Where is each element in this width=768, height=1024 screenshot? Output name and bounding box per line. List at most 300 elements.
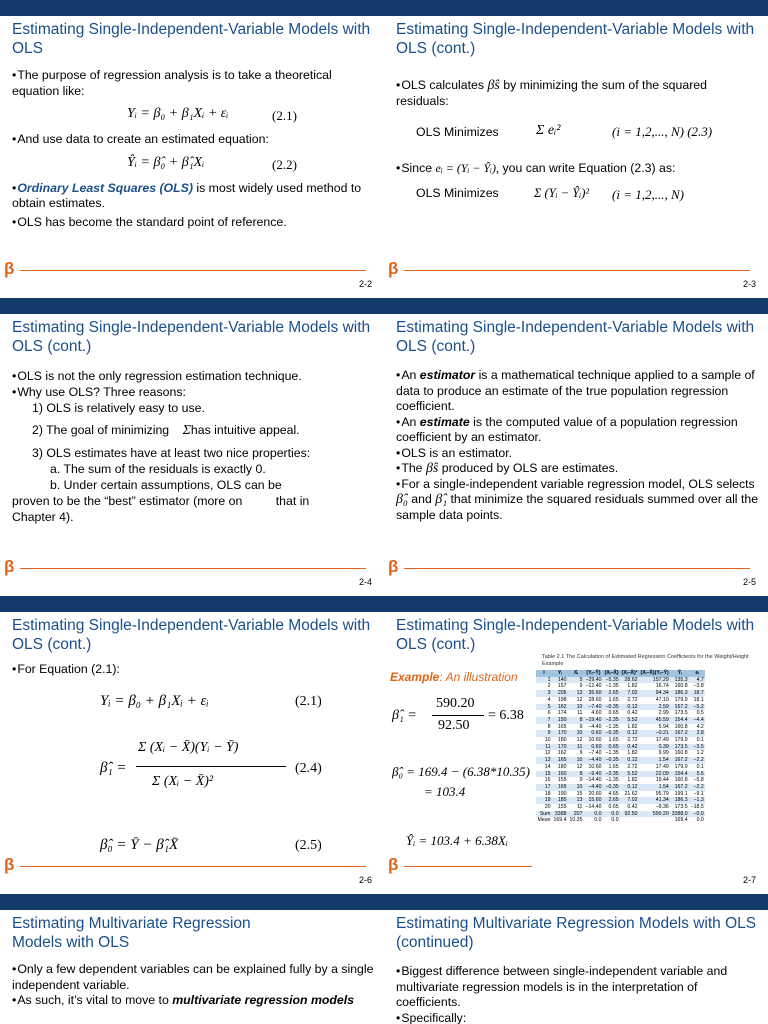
slide-multivariate-continued — [384, 894, 768, 1024]
table-cell: −2.2 — [689, 784, 705, 791]
table-cell: 0.39 — [639, 744, 670, 751]
equation-number: (2.5) — [295, 838, 322, 853]
table-cell: 1.65 — [608, 737, 619, 744]
table-cell: 16.74 — [655, 683, 669, 690]
table-cell: 2.65 — [603, 690, 620, 697]
table-row — [536, 817, 705, 824]
regression-table — [536, 670, 705, 824]
table-cell: 10.35 — [569, 817, 583, 824]
table-cell: 0.0 — [584, 811, 603, 818]
table-cell: 5.52 — [620, 717, 639, 724]
table-cell: −14.40 — [585, 777, 602, 784]
table-cell: 186.3 — [670, 690, 689, 697]
table-cell: −1.35 — [605, 750, 619, 757]
table-cell: 15 — [536, 771, 552, 778]
table-cell: −4.4 — [689, 717, 705, 724]
table-cell: 179.9 — [674, 696, 688, 703]
equation-2-3: OLS Minimizes Σ eᵢ² (i = 1,2,..., N) (2.3) — [416, 123, 713, 139]
top-bar — [384, 894, 768, 910]
table-cell: 28.62 — [620, 677, 639, 684]
table-cell: 15 — [576, 790, 583, 797]
table-row — [536, 697, 705, 704]
table-cell: 173.5 — [674, 710, 688, 717]
table-cell: −3.5 — [689, 744, 705, 751]
table-cell: 205 — [552, 690, 568, 697]
slide-body: • OLS is not the only regression estimation technique. • Why use OLS? Three reasons: 1) OLS is relatively easy to use. 2) The goal of minimizing Σhas intuitive appeal. 3) OLS estimates have at least two nice properties: a. The sum of the residuals is exactly 0. b. Under certain assumptions, OLS can be proven to be the “best” estimator (more on that in Chapter 4). — [12, 368, 376, 525]
top-bar — [384, 596, 768, 612]
table-cell: 10 — [568, 704, 584, 711]
slide-2-4 — [0, 298, 384, 596]
table-cell: 10 — [568, 757, 584, 764]
top-bar — [384, 298, 768, 314]
table-cell: 95.79 — [655, 790, 669, 797]
table-cell: −1.35 — [605, 683, 619, 690]
table-cell: 17 — [536, 784, 552, 791]
table-cell: 169.4 — [553, 817, 567, 824]
table-cell: 0.12 — [620, 704, 639, 711]
table-cell: 5.94 — [658, 723, 669, 730]
table-cell: −0.35 — [603, 757, 620, 764]
bullet-text: • And use data to create an estimated equation: — [12, 132, 376, 148]
table-cell: 8 — [568, 717, 584, 724]
table-row — [536, 724, 705, 731]
beta-logo: β — [4, 557, 15, 576]
table-cell: 0.65 — [603, 744, 620, 751]
table-cell: 154.4 — [670, 771, 689, 778]
table-row — [536, 690, 705, 697]
table-cell: −2.35 — [603, 771, 620, 778]
table-cell: 162 — [557, 750, 567, 757]
table-cell: 35.60 — [584, 690, 603, 697]
table-cell: 3388.0 — [671, 810, 688, 817]
slide-2-2 — [0, 0, 384, 298]
table-row — [536, 771, 705, 778]
equation-2-5: β̂₀ = Ȳ − β̂₁X̄ — [100, 837, 179, 853]
data-table-container — [536, 670, 766, 824]
beta-logo: β — [388, 259, 399, 278]
table-cell: 199.1 — [674, 790, 688, 797]
table-cell: 0.12 — [620, 757, 639, 764]
table-cell: 2.72 — [627, 696, 638, 703]
table-cell: 14 — [544, 763, 551, 770]
table-row — [536, 777, 705, 784]
table-header-cell: (Xᵢ−X̄)(Yᵢ−Ȳ) — [640, 670, 669, 676]
table-cell: 0.0 — [696, 817, 704, 824]
table-cell: 160.8 — [674, 750, 688, 757]
table-cell: 8 — [568, 771, 584, 778]
table-cell: 10 — [568, 784, 584, 791]
table-cell: 17.49 — [655, 737, 669, 744]
table-row — [536, 683, 705, 690]
table-cell: 1.54 — [639, 757, 670, 764]
table-cell: 7.02 — [620, 797, 639, 804]
table-cell: 17.49 — [655, 763, 669, 770]
equation-2-1: Yᵢ = β₀ + β₁Xᵢ + εᵢ — [100, 693, 209, 709]
table-cell: 0.12 — [620, 784, 639, 791]
table-cell: −7.40 — [588, 750, 602, 757]
table-cell: 170 — [552, 730, 568, 737]
table-cell: 3388 — [552, 811, 568, 818]
table-cell: 41.34 — [639, 797, 670, 804]
table-cell: 9 — [579, 750, 583, 757]
table-cell: 18.1 — [693, 696, 704, 703]
table-cell: 0.42 — [627, 804, 638, 811]
table-cell: 198 — [557, 696, 567, 703]
table-cell: 160.8 — [674, 723, 688, 730]
equation-2-1: Yᵢ = β₀ + β₁Xᵢ + εᵢ (2.1) — [127, 106, 297, 123]
table-row — [536, 791, 705, 798]
table-cell: 7.02 — [620, 690, 639, 697]
table-cell: 1.54 — [639, 784, 670, 791]
table-cell: −0.0 — [689, 811, 705, 818]
table-cell: 154.4 — [670, 717, 689, 724]
table-cell: 11 — [577, 804, 583, 811]
table-cell: 0.65 — [608, 710, 619, 717]
table-header-cell: eᵢ — [689, 670, 705, 677]
table-row — [536, 737, 705, 744]
table-cell: 0.65 — [608, 804, 619, 811]
table-row — [536, 710, 705, 717]
table-cell: 45.59 — [639, 717, 670, 724]
slide-title: Estimating Single-Independent-Variable Models with OLS (cont.) — [396, 21, 755, 57]
table-cell: −4.40 — [584, 757, 603, 764]
table-cell: −14.40 — [585, 804, 602, 811]
slide-multivariate — [0, 894, 384, 1024]
equation-number: (2.1) — [295, 694, 322, 709]
table-cell: 155 — [557, 804, 567, 811]
table-cell: 165 — [557, 723, 567, 730]
table-cell: 169.4 — [674, 817, 688, 824]
table-cell: 1.82 — [627, 683, 638, 690]
table-cell: 9.99 — [658, 750, 669, 757]
table-cell: 0.42 — [620, 744, 639, 751]
table-cell: 47.19 — [655, 696, 669, 703]
table-cell: 10.60 — [588, 737, 602, 744]
table-header-row — [536, 670, 705, 677]
top-bar — [0, 596, 384, 612]
table-cell: −2.35 — [603, 717, 620, 724]
table-row — [536, 784, 705, 791]
table-header-cell: (Yᵢ−Ȳ) — [584, 670, 603, 677]
table-cell: 5.52 — [620, 771, 639, 778]
table-header-cell: (Xᵢ−X̄) — [604, 670, 619, 676]
table-cell: 150 — [552, 717, 568, 724]
example-label: Example: An illustration — [390, 670, 518, 684]
table-cell: 9 — [579, 723, 583, 730]
table-cell: 4.65 — [608, 790, 619, 797]
table-cell: 0.60 — [584, 730, 603, 737]
table-cell: 190 — [557, 790, 567, 797]
divider — [20, 866, 366, 867]
table-cell: 2.59 — [639, 704, 670, 711]
table-cell: 22.09 — [639, 771, 670, 778]
slide-body: • For Equation (2.1): — [12, 662, 376, 681]
slide-title: Estimating Multivariate Regression Models with OLS — [12, 915, 251, 951]
bullet-text: • OLS calculates β̂s by minimizing the sum of the squared residuals: — [396, 78, 760, 109]
divider — [404, 270, 750, 271]
table-cell: 21.62 — [624, 790, 638, 797]
table-cell: 157 — [557, 683, 567, 690]
table-cell: 165 — [552, 784, 568, 791]
table-cell: −0.35 — [603, 730, 620, 737]
table-cell: 0.12 — [620, 730, 639, 737]
table-cell: 167.2 — [670, 757, 689, 764]
slide-title: Estimating Single-Independent-Variable Models with OLS (cont.) — [12, 617, 371, 653]
divider — [20, 568, 366, 569]
table-cell: 186.3 — [670, 797, 689, 804]
slide-2-5 — [384, 298, 768, 596]
table-cell: 4.2 — [696, 723, 704, 730]
table-cell: 2.65 — [603, 797, 620, 804]
table-cell: 12 — [576, 763, 583, 770]
table-cell: 157.29 — [639, 677, 670, 684]
table-cell: 155 — [557, 777, 567, 784]
table-cell: 2.72 — [627, 737, 638, 744]
table-cell: 0.1 — [696, 763, 704, 770]
beta-logo: β — [388, 557, 399, 576]
table-cell: 3 — [536, 690, 552, 697]
table-cell: 12 — [544, 750, 551, 757]
slide-2-3 — [384, 0, 768, 298]
table-header-cell: Ŷᵢ — [670, 670, 689, 677]
table-title: Table 2.1 The Calculation of Estimated Regression Coefficients for the Weight/Height Example — [542, 654, 749, 667]
table-cell: −1.35 — [605, 777, 619, 784]
table-cell: 179.9 — [674, 763, 688, 770]
table-cell: 9 — [536, 730, 552, 737]
table-row — [536, 750, 705, 757]
equation-number: (2.4) — [295, 761, 322, 776]
table-cell: 18.7 — [689, 690, 705, 697]
table-cell: 12 — [576, 737, 583, 744]
table-cell: 1.82 — [627, 777, 638, 784]
table-cell: 7 — [536, 717, 552, 724]
table-cell: 20 — [544, 804, 551, 811]
table-cell: 2.72 — [627, 763, 638, 770]
beta-logo: β — [388, 855, 399, 874]
table-row — [536, 764, 705, 771]
table-cell: 16 — [544, 777, 551, 784]
table-cell: −5.35 — [603, 677, 620, 684]
equation-yhat: Ŷᵢ = 103.4 + 6.38Xᵢ — [406, 833, 508, 848]
table-cell: 10 — [544, 737, 551, 744]
equation-sum-squared: OLS Minimizes Σ (Yᵢ − Ŷᵢ)² (i = 1,2,..., N) — [416, 185, 684, 202]
table-cell: 13 — [536, 757, 552, 764]
table-header-cell: i — [536, 670, 552, 677]
table-cell: 11 — [568, 744, 584, 751]
table-row — [536, 717, 705, 724]
bullet-text: • Ordinary Least Squares (OLS) is most widely used method to obtain estimates. — [12, 181, 376, 212]
top-bar — [384, 0, 768, 16]
table-cell: 173.5 — [674, 804, 688, 811]
table-cell: 167.2 — [670, 704, 689, 711]
table-cell: −19.40 — [585, 716, 602, 723]
table-cell: 140 — [552, 677, 568, 684]
slide-body: • An estimator is a mathematical technique applied to a sample of data to produce an estimate of the true population regression coefficient. • An estimate is the computed value of a population regression coefficient by an estimator. • OLS is an estimator. • The β̂s produced by OLS are estimates. • For a single-independent variable regression model, OLS selects β̂₀ and β̂₁ that minimize the squared residuals summed over all the sample data points. — [396, 368, 760, 523]
divider — [20, 270, 366, 271]
table-cell: 11 — [536, 744, 552, 751]
table-cell: 13 — [568, 690, 584, 697]
slide-title: Estimating Single-Independent-Variable Models with OLS (cont.) — [396, 617, 755, 653]
table-row — [536, 804, 705, 811]
table-cell: −18.5 — [690, 804, 704, 811]
table-cell: 15.60 — [584, 797, 603, 804]
table-cell: −7.40 — [584, 704, 603, 711]
table-cell: 5 — [568, 677, 584, 684]
table-cell: 162 — [552, 704, 568, 711]
table-cell: −9.1 — [693, 790, 704, 797]
equation-b1: β̂₁ = 590.20 92.50 = 6.38 — [392, 696, 524, 733]
table-cell: 19.44 — [655, 777, 669, 784]
table-header-cell: (Xᵢ−X̄)² — [621, 670, 638, 676]
table-cell: −9.40 — [584, 771, 603, 778]
table-cell: Mean — [537, 817, 551, 824]
table-row — [536, 744, 705, 751]
table-cell — [639, 817, 670, 824]
equation-b0: β̂₀ = 169.4 − (6.38*10.35) = 103.4 — [392, 764, 530, 799]
table-cell: 160.8 — [674, 777, 688, 784]
table-cell: −0.35 — [603, 784, 620, 791]
table-cell: 10.60 — [588, 763, 602, 770]
table-cell: 180 — [557, 737, 567, 744]
table-row — [536, 797, 705, 804]
slide-title: Estimating Multivariate Regression Models with OLS (continued) — [396, 915, 757, 951]
table-cell: 9 — [579, 683, 583, 690]
table-cell: 20.60 — [588, 790, 602, 797]
table-cell: 180 — [557, 763, 567, 770]
table-cell: 13 — [568, 797, 584, 804]
table-cell: 0.60 — [584, 744, 603, 751]
table-cell: −5.8 — [693, 777, 704, 784]
table-cell: −3.8 — [693, 683, 704, 690]
table-cell: −12.40 — [585, 683, 602, 690]
table-cell: 167.2 — [670, 784, 689, 791]
table-cell: 1.82 — [627, 750, 638, 757]
table-cell: 2 — [547, 683, 551, 690]
table-cell: −29.40 — [585, 676, 602, 683]
equation-2-4: β̂₁ = Σ (Xᵢ − X̄)(Yᵢ − Ȳ) Σ (Xᵢ − X̄)² — [100, 736, 290, 806]
table-cell — [620, 817, 639, 824]
table-cell: 160 — [552, 771, 568, 778]
page-number: 2-3 — [742, 279, 756, 289]
table-cell: 19 — [536, 797, 552, 804]
slide-2-6 — [0, 596, 384, 894]
table-cell: −1.3 — [689, 797, 705, 804]
page-number: 2-2 — [358, 279, 372, 289]
table-cell: 5 — [536, 704, 552, 711]
slide-body — [396, 78, 760, 220]
table-row — [536, 757, 705, 764]
table-cell: 0.0 — [594, 817, 602, 824]
table-cell: 28.60 — [588, 696, 602, 703]
table-cell: 0.0 — [603, 811, 620, 818]
top-bar — [0, 894, 384, 910]
table-cell: 185 — [552, 797, 568, 804]
table-cell: 18 — [544, 790, 551, 797]
table-cell: −9.36 — [655, 804, 669, 811]
page-number: 2-7 — [742, 875, 756, 885]
table-cell: 11 — [577, 710, 583, 717]
slide-body — [12, 68, 376, 233]
table-cell: 170 — [552, 744, 568, 751]
table-cell: 0.1 — [696, 737, 704, 744]
table-row — [536, 704, 705, 711]
table-cell: 6 — [547, 710, 551, 717]
table-cell: 165 — [552, 757, 568, 764]
table-cell: 8 — [547, 723, 551, 730]
table-cell: 1.65 — [608, 763, 619, 770]
table-row — [536, 811, 705, 818]
table-cell: 9 — [579, 777, 583, 784]
divider — [404, 866, 532, 867]
slide-title: Estimating Single-Independent-Variable Models with OLS (cont.) — [396, 319, 755, 355]
table-header-cell: Xᵢ — [568, 670, 584, 677]
table-cell: 4 — [547, 696, 551, 703]
table-cell: 160.8 — [674, 683, 688, 690]
table-cell: 4.60 — [591, 710, 602, 717]
table-cell: 0.0 — [611, 817, 619, 824]
table-cell: Sum — [536, 811, 552, 818]
table-cell: 179.9 — [674, 737, 688, 744]
table-cell: 2.99 — [658, 710, 669, 717]
page-number: 2-6 — [358, 875, 372, 885]
table-row — [536, 677, 705, 684]
table-cell: 92.50 — [620, 811, 639, 818]
bullet-text: • OLS has become the standard point of reference. — [12, 215, 376, 231]
table-cell: −0.21 — [639, 730, 670, 737]
table-cell: 5.6 — [689, 771, 705, 778]
top-bar — [0, 298, 384, 314]
table-cell: −1.35 — [605, 723, 619, 730]
slide-2-7 — [384, 596, 768, 894]
table-cell: 207 — [568, 811, 584, 818]
table-cell: 1.65 — [608, 696, 619, 703]
table-cell: −4.40 — [584, 784, 603, 791]
table-cell: 1.82 — [627, 723, 638, 730]
equation-2-2: Ŷᵢ = β̂₀ + β̂₁Xᵢ (2.2) — [127, 154, 297, 172]
divider — [404, 568, 750, 569]
table-cell: 0.42 — [627, 710, 638, 717]
table-cell: 1 — [536, 677, 552, 684]
bullet-text: • The purpose of regression analysis is to take a theoretical equation like: — [12, 68, 376, 99]
table-cell: 174 — [557, 710, 567, 717]
table-cell: −0.35 — [603, 704, 620, 711]
slide-title: Estimating Single-Independent-Variable Models with OLS (cont.) — [12, 319, 371, 355]
table-cell: −2.2 — [689, 757, 705, 764]
table-cell: 173.5 — [670, 744, 689, 751]
table-cell: 590.20 — [639, 811, 670, 818]
table-cell: 167.2 — [670, 730, 689, 737]
bullet-text: • Since eᵢ = (Yᵢ − Ŷᵢ), you can write Equation (2.3) as: — [396, 161, 760, 177]
slide-body: • Only a few dependent variables can be explained fully by a single independent variable. • As such, it’s vital to move to multivariate regression models — [12, 962, 376, 1009]
table-cell: 12 — [576, 696, 583, 703]
table-cell: −4.40 — [588, 723, 602, 730]
table-cell: −5.2 — [689, 704, 705, 711]
table-cell: 0.5 — [696, 710, 704, 717]
table-cell: 10 — [568, 730, 584, 737]
page-number: 2-4 — [358, 577, 372, 587]
table-header-cell: Yᵢ — [552, 670, 568, 677]
beta-logo: β — [4, 855, 15, 874]
page-number: 2-5 — [742, 577, 756, 587]
table-cell: 4.7 — [689, 677, 705, 684]
table-cell: 2.8 — [689, 730, 705, 737]
table-cell: 1.2 — [696, 750, 704, 757]
table-cell: 135.3 — [670, 677, 689, 684]
slide-title: Estimating Single-Independent-Variable Models with OLS — [12, 21, 371, 57]
top-bar — [0, 0, 384, 16]
beta-logo: β — [4, 259, 15, 278]
slide-body: • Biggest difference between single-independent variable and multivariate regression models is in the interpretation of coefficients. • Specifically: — [396, 964, 760, 1024]
